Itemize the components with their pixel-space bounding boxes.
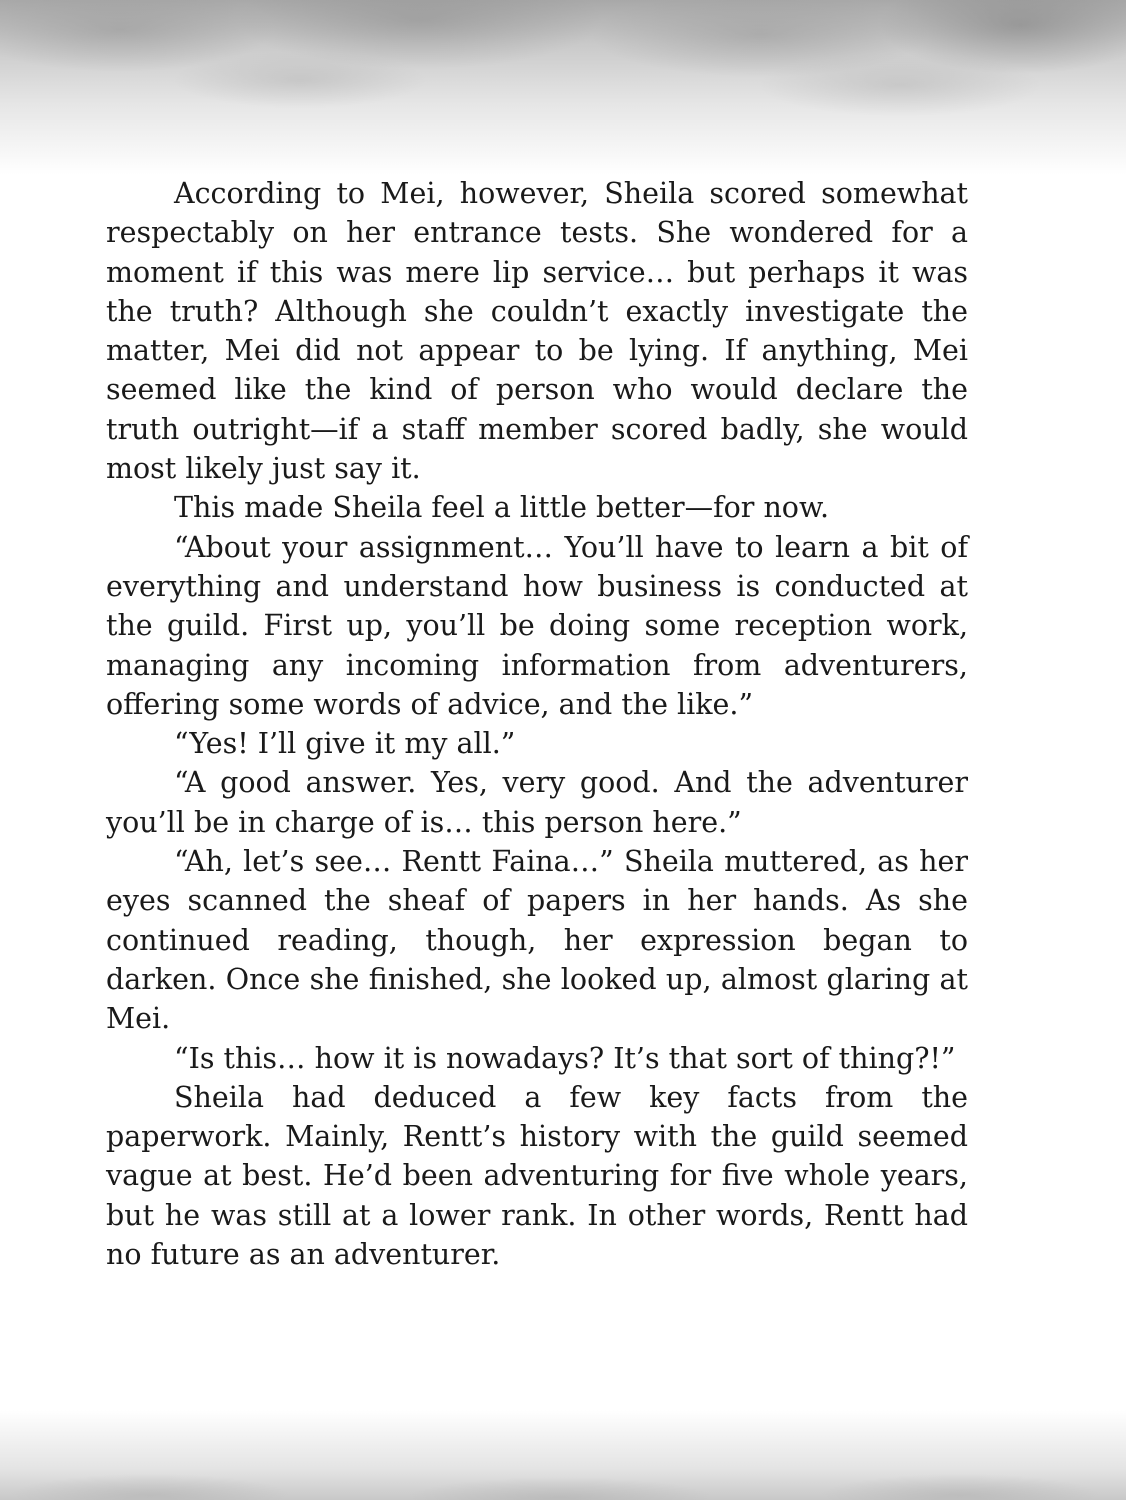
paragraph-5: “A good answer. Yes, very good. And the adventurer you’ll be in charge of is… this person here.” xyxy=(106,766,968,839)
stone-texture-footer xyxy=(0,1410,1126,1500)
paragraph-1: According to Mei, however, Sheila scored somewhat respectably on her entrance tests. She wondered for a moment if this was mere lip service… but perhaps it was the truth? Although she couldn’t exactly investigate the matter, Mei did not appear to be lying. If anything, Mei seemed like the kind of person who would declare the truth outright—if a staff member scored badly, she would most likely just say it. xyxy=(106,177,968,486)
stone-texture-header xyxy=(0,0,1126,175)
paragraph-6: “Ah, let’s see… Rentt Faina…” Sheila muttered, as her eyes scanned the sheaf of papers in her hands. As she continued reading, though, her expression began to darken. Once she finished, she looked up, almost glaring at Mei. xyxy=(106,845,968,1036)
paragraph-8: Sheila had deduced a few key facts from the paperwork. Mainly, Rentt’s history with the guild seemed vague at best. He’d been adventuring for five whole years, but he was still at a lower rank. In other words, Rentt had no future as an adventurer. xyxy=(106,1080,968,1272)
paragraph-2: This made Sheila feel a little better—for now. xyxy=(174,491,830,525)
paragraph-7: “Is this… how it is nowadays? It’s that sort of thing?!” xyxy=(174,1041,956,1075)
paragraph-3: “About your assignment… You’ll have to learn a bit of everything and understand how business is conducted at the guild. First up, you’ll be doing some reception work, managing any incoming information from adventurers, offering some words of advice, and the like.” xyxy=(106,530,968,721)
paragraph-4: “Yes! I’ll give it my all.” xyxy=(174,727,516,761)
body-text xyxy=(106,174,968,1274)
